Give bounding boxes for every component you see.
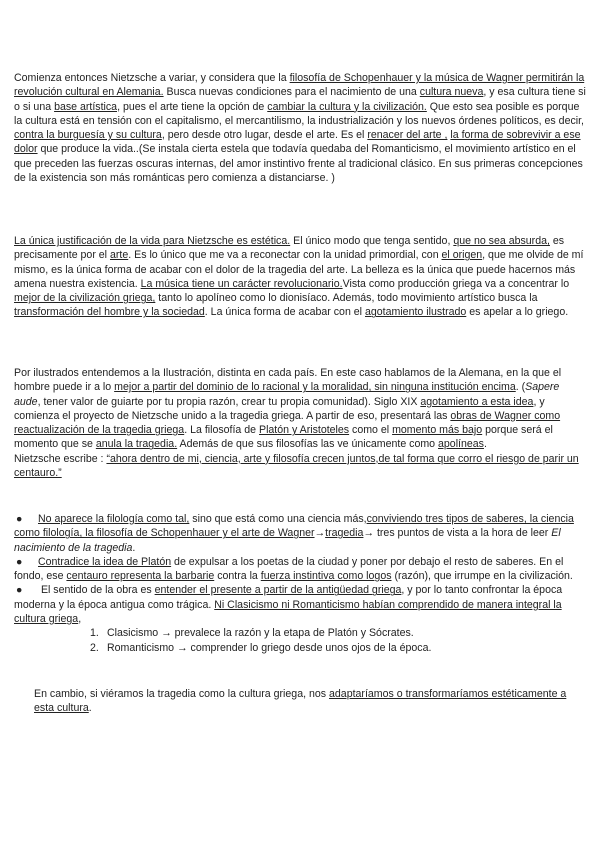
underlined-text: mejor de la civilización griega, <box>14 292 156 305</box>
bullet-list <box>14 512 586 655</box>
underlined-text: el origen <box>441 249 483 262</box>
text-run: tanto lo apolíneo como lo dionisíaco. Además, todo movimiento artístico busca la <box>155 292 538 305</box>
text-run: Nietzsche escribe : <box>14 452 107 465</box>
paragraph-en-cambio <box>34 687 586 716</box>
list-text: Clasicismo → prevalece la razón y la etapa de Platón y Sócrates. <box>106 627 414 640</box>
underlined-text: agotamiento a esta idea <box>420 395 534 408</box>
underlined-text: apolíneas <box>438 438 484 451</box>
underlined-text: filosofía de Schopenhauer y la música de Wagner permitirán la revolución cultural en Alemania. <box>14 72 585 99</box>
numbered-item-clasicismo <box>90 626 586 640</box>
bullet-icon: ● <box>16 584 23 597</box>
underlined-text: “ahora dentro de mi, ciencia, arte y filosofía crecen juntos,de tal forma que corro el riesgo de parir un centauro.” <box>14 452 579 480</box>
paragraph-schopenhauer-wagner <box>14 71 586 185</box>
text-run: que produce la vida..(Se instala cierta estela que todavía quedaba del Romanticismo, el movimiento artístico en el que preceden las fuerzas oscuras internas, del amor instintivo frente al tradicional clásico. En sus primeras concepciones de la existencia son más románticas pero comienza a distanciarse. ) <box>14 143 583 185</box>
text-run: . Es lo único que me va a reconectar con la unidad primordial, con <box>128 249 442 262</box>
text-run: pues el arte tiene la opción de <box>120 100 268 113</box>
text-run: , y por lo tanto confrontar la época moderna y la época antigua como trágica. <box>14 584 563 611</box>
list-number: 1. <box>90 627 99 640</box>
underlined-text: obras de Wagner como reactualización de la tragedia griega <box>14 409 561 437</box>
underlined-text: renacer del arte , <box>367 129 448 142</box>
text-run: , y esa cultura tiene si o si una <box>14 86 586 113</box>
underlined-text: transformación del hombre y la sociedad <box>14 306 205 319</box>
text-run: como el <box>349 424 393 437</box>
list-number: 2. <box>90 641 99 654</box>
text-run: . La filosofía de <box>184 424 259 437</box>
paragraph-justificacion-estetica <box>14 234 586 320</box>
text-run: . La única forma de acabar con el <box>204 306 365 319</box>
underlined-text: centauro representa la barbarie <box>66 570 215 583</box>
text-run: → tres puntos de vista a la hora de leer <box>363 527 552 540</box>
text-run: contra la <box>214 570 261 583</box>
bullet-item-platon <box>14 555 586 584</box>
text-run: . <box>88 702 92 715</box>
text-run: → <box>314 527 326 540</box>
text-run: Además de que sus filosofías las ve únicamente como <box>177 438 439 451</box>
underlined-text: tragedia <box>325 527 364 540</box>
underlined-text: No aparece la filología como tal, <box>38 513 190 525</box>
underlined-text: La única justificación de la vida para Nietzsche es estética. <box>14 235 291 247</box>
list-text: Romanticismo → comprender lo griego desde unos ojos de la época. <box>106 641 432 654</box>
italic-text: Sapere aude <box>14 381 560 408</box>
underlined-text: mejor a partir del dominio de lo racional y la moralidad, sin ninguna institución encima <box>114 381 516 394</box>
text-run: , que me olvide de mí mismo, es la única forma de acabar con el dolor de la tragedia del arte. La belleza es la única que puede hacernos más amena nuestra existencia. <box>14 249 584 290</box>
underlined-text: adaptaríamos o transformaríamos estéticamente a esta cultura <box>34 688 567 715</box>
bullet-text <box>14 584 562 625</box>
paragraph-ilustracion <box>14 366 586 480</box>
italic-text: El nacimiento de la tragedia <box>14 527 561 554</box>
underlined-text: que no sea absurda, <box>453 235 550 247</box>
underlined-text: entender el presente a partir de la antigüedad griega <box>154 584 402 597</box>
underlined-text: arte <box>109 249 129 262</box>
numbered-item-romanticismo <box>90 641 586 655</box>
text-run: (razón), que irrumpe en la civilización. <box>391 570 573 583</box>
underlined-text: contra la burguesía y su cultura <box>14 129 162 142</box>
text-run: , y comienza el proyecto de Nietzsche unido a la tragedia griega. A partir de eso, presentará las <box>14 395 545 422</box>
text-run: , pero desde otro lugar, desde el arte. Es el <box>161 129 368 142</box>
underlined-text: la forma de sobrevivir a ese dolor <box>14 129 581 156</box>
text-run: El único modo que tenga sentido, <box>290 235 454 247</box>
underlined-text: fuerza instintiva como logos <box>260 570 392 583</box>
text-run: , tener valor de guiarte por tu propia razón, crear tu propia comunidad). Siglo XIX <box>37 395 421 408</box>
bullet-icon: ● <box>16 555 23 568</box>
text-run: En cambio, si viéramos la tragedia como la cultura griega, nos <box>34 688 330 700</box>
bullet-text <box>14 513 574 554</box>
bullet-text <box>14 556 573 582</box>
underlined-text: La música tiene un carácter revolucionario. <box>140 277 343 290</box>
text-run: . <box>483 438 487 451</box>
bullet-item-sentido-obra <box>14 583 586 626</box>
text-run: . ( <box>515 381 526 394</box>
underlined-text: conviviendo tres tipos de saberes, la ciencia como filología, la filosofía de Schopenhauer y el arte de Wagner <box>14 513 574 540</box>
text-run: de expulsar a los poetas de la ciudad y poner por debajo el resto de saberes. En el fondo, ese <box>14 555 564 583</box>
text-run: porque será el momento que se <box>14 424 553 451</box>
underlined-text: cambiar la cultura y la civilización. <box>267 100 427 113</box>
text-run: Vista como producción griega va a concentrar lo <box>342 277 570 290</box>
underlined-text: momento más bajo <box>392 424 483 437</box>
underlined-text: anula la tragedia. <box>95 438 178 451</box>
text-run: Busca nuevas condiciones para el nacimiento de una <box>163 86 420 99</box>
text-run: Por ilustrados entendemos a la Ilustración, distinta en cada país. En este caso hablamos de la Alemana, en la que el hombre puede ir a lo <box>14 367 562 394</box>
numbered-list <box>14 626 586 655</box>
bullet-item-filologia <box>14 512 586 555</box>
text-run: . <box>132 541 136 554</box>
text-run: es precisamente por el <box>14 235 565 262</box>
text-run: Comienza entonces Nietzsche a variar, y considera que la <box>14 72 290 84</box>
underlined-text: Ni Clasicismo ni Romanticismo habían comprendido de manera integral la cultura griega <box>14 598 562 626</box>
bullet-icon: ● <box>16 513 23 525</box>
text-run: sino que está como una ciencia más, <box>189 513 367 525</box>
text-run: , <box>78 613 82 626</box>
underlined-text: agotamiento ilustrado <box>364 306 467 319</box>
underlined-text: cultura nueva <box>419 86 484 99</box>
underlined-text: base artística, <box>54 100 121 113</box>
text-run: es apelar a lo griego. <box>466 306 569 319</box>
underlined-text: Platón y Aristoteles <box>259 424 350 437</box>
text-run: El sentido de la obra es <box>38 584 155 597</box>
underlined-text: Contradice la idea de Platón <box>38 555 172 568</box>
text-run: Que esto sea posible es porque la cultura está en tensión con el capitalismo, el mercantilismo, la industrialización y los nuevos órdenes políticos, es decir, <box>14 100 584 127</box>
